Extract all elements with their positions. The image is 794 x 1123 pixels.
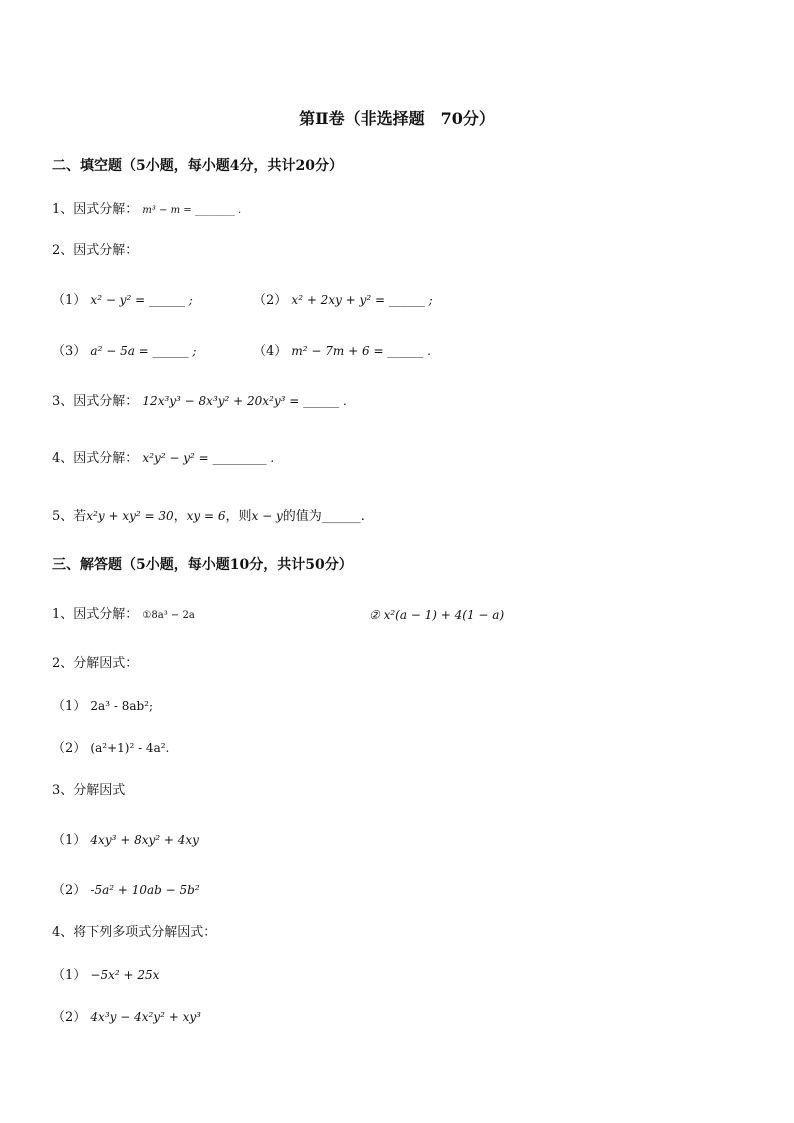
fill-q5-label: 5、若	[52, 509, 87, 524]
solve-q3-part2	[52, 882, 200, 899]
fill-q2-part4	[253, 343, 431, 360]
solve-q1-part2	[369, 607, 504, 624]
fill-q3-label: 3、因式分解：	[52, 394, 139, 409]
fill-q1-label: 1、因式分解：	[52, 202, 139, 217]
fill-q2-part3	[52, 343, 196, 360]
solve-q4-part2-num: （2）	[52, 1010, 87, 1025]
solve-q4-part2-expr: 4x³y − 4x²y² + xy³	[90, 1010, 201, 1024]
solve-q2-part1-num: （1）	[52, 699, 87, 714]
fill-q2-part1-expr: x² − y² = ______ ;	[90, 293, 193, 307]
fill-q3	[52, 393, 347, 410]
fill-q5-expr2: xy = 6	[186, 509, 226, 523]
fill-q5-expr1: x²y + xy² = 30	[86, 509, 174, 523]
section-2-heading: 二、填空题（5小题，每小题4分，共计20分）	[52, 158, 343, 174]
fill-q5-tail: 的值为______.	[282, 509, 365, 524]
solve-q2-label: 2、分解因式：	[52, 656, 139, 671]
solve-q3-label: 3、分解因式	[52, 783, 126, 798]
solve-q1	[52, 607, 195, 624]
fill-q2-label: 2、因式分解：	[52, 243, 139, 258]
section-3-heading: 三、解答题（5小题，每小题10分，共计50分）	[52, 557, 353, 573]
solve-q3-part1-num: （1）	[52, 833, 87, 848]
solve-q2-part2	[52, 740, 169, 757]
solve-q1-part2-expr: ② x²(a − 1) + 4(1 − a)	[369, 608, 505, 622]
fill-q1-expr: m³ − m = ________ .	[142, 205, 242, 216]
solve-q3-part1	[52, 832, 199, 849]
fill-q2-part2	[253, 292, 433, 309]
fill-q2-part3-num: （3）	[52, 344, 87, 359]
fill-q4-label: 4、因式分解：	[52, 451, 139, 466]
fill-q5-then: ，则	[225, 509, 252, 524]
fill-q5-sep: ，	[173, 509, 187, 524]
fill-q1	[52, 202, 241, 219]
fill-q2-part2-num: （2）	[253, 293, 288, 308]
fill-q4	[52, 450, 274, 467]
solve-q4-part1-expr: −5x² + 25x	[90, 968, 160, 982]
solve-q1-part1: ①8a³ − 2a	[142, 610, 195, 621]
solve-q2-part1-expr: 2a³ - 8ab²;	[90, 699, 154, 713]
fill-q2-part1	[52, 292, 193, 309]
fill-q2-part4-expr: m² − 7m + 6 = ______ .	[291, 344, 431, 358]
solve-q2-part2-num: （2）	[52, 741, 87, 756]
solve-q3-part2-num: （2）	[52, 883, 87, 898]
solve-q4-part2	[52, 1009, 201, 1026]
fill-q2-part3-expr: a² − 5a = ______ ;	[90, 344, 197, 358]
fill-q3-expr: 12x³y³ − 8x³y² + 20x²y³ = ______ .	[142, 394, 347, 408]
fill-q2-part4-num: （4）	[253, 344, 288, 359]
solve-q1-label: 1、因式分解：	[52, 607, 139, 622]
page-title: 第Ⅱ卷（非选择题 70分）	[299, 109, 495, 128]
solve-q4-label: 4、将下列多项式分解因式：	[52, 925, 217, 940]
solve-q3-part1-expr: 4xy³ + 8xy² + 4xy	[90, 833, 199, 847]
fill-q2-part2-expr: x² + 2xy + y² = ______ ;	[291, 293, 433, 307]
solve-q2-part1	[52, 698, 153, 715]
solve-q3-part2-expr: -5a² + 10ab − 5b²	[90, 883, 200, 897]
fill-q2-part1-num: （1）	[52, 293, 87, 308]
solve-q4-part1	[52, 967, 159, 984]
fill-q5-expr3: x − y	[251, 509, 283, 523]
fill-q5	[52, 508, 365, 525]
fill-q4-expr: x²y² − y² = _________ .	[142, 451, 275, 465]
solve-q4-part1-num: （1）	[52, 968, 87, 983]
solve-q2-part2-expr: (a²+1)² - 4a².	[90, 741, 170, 755]
